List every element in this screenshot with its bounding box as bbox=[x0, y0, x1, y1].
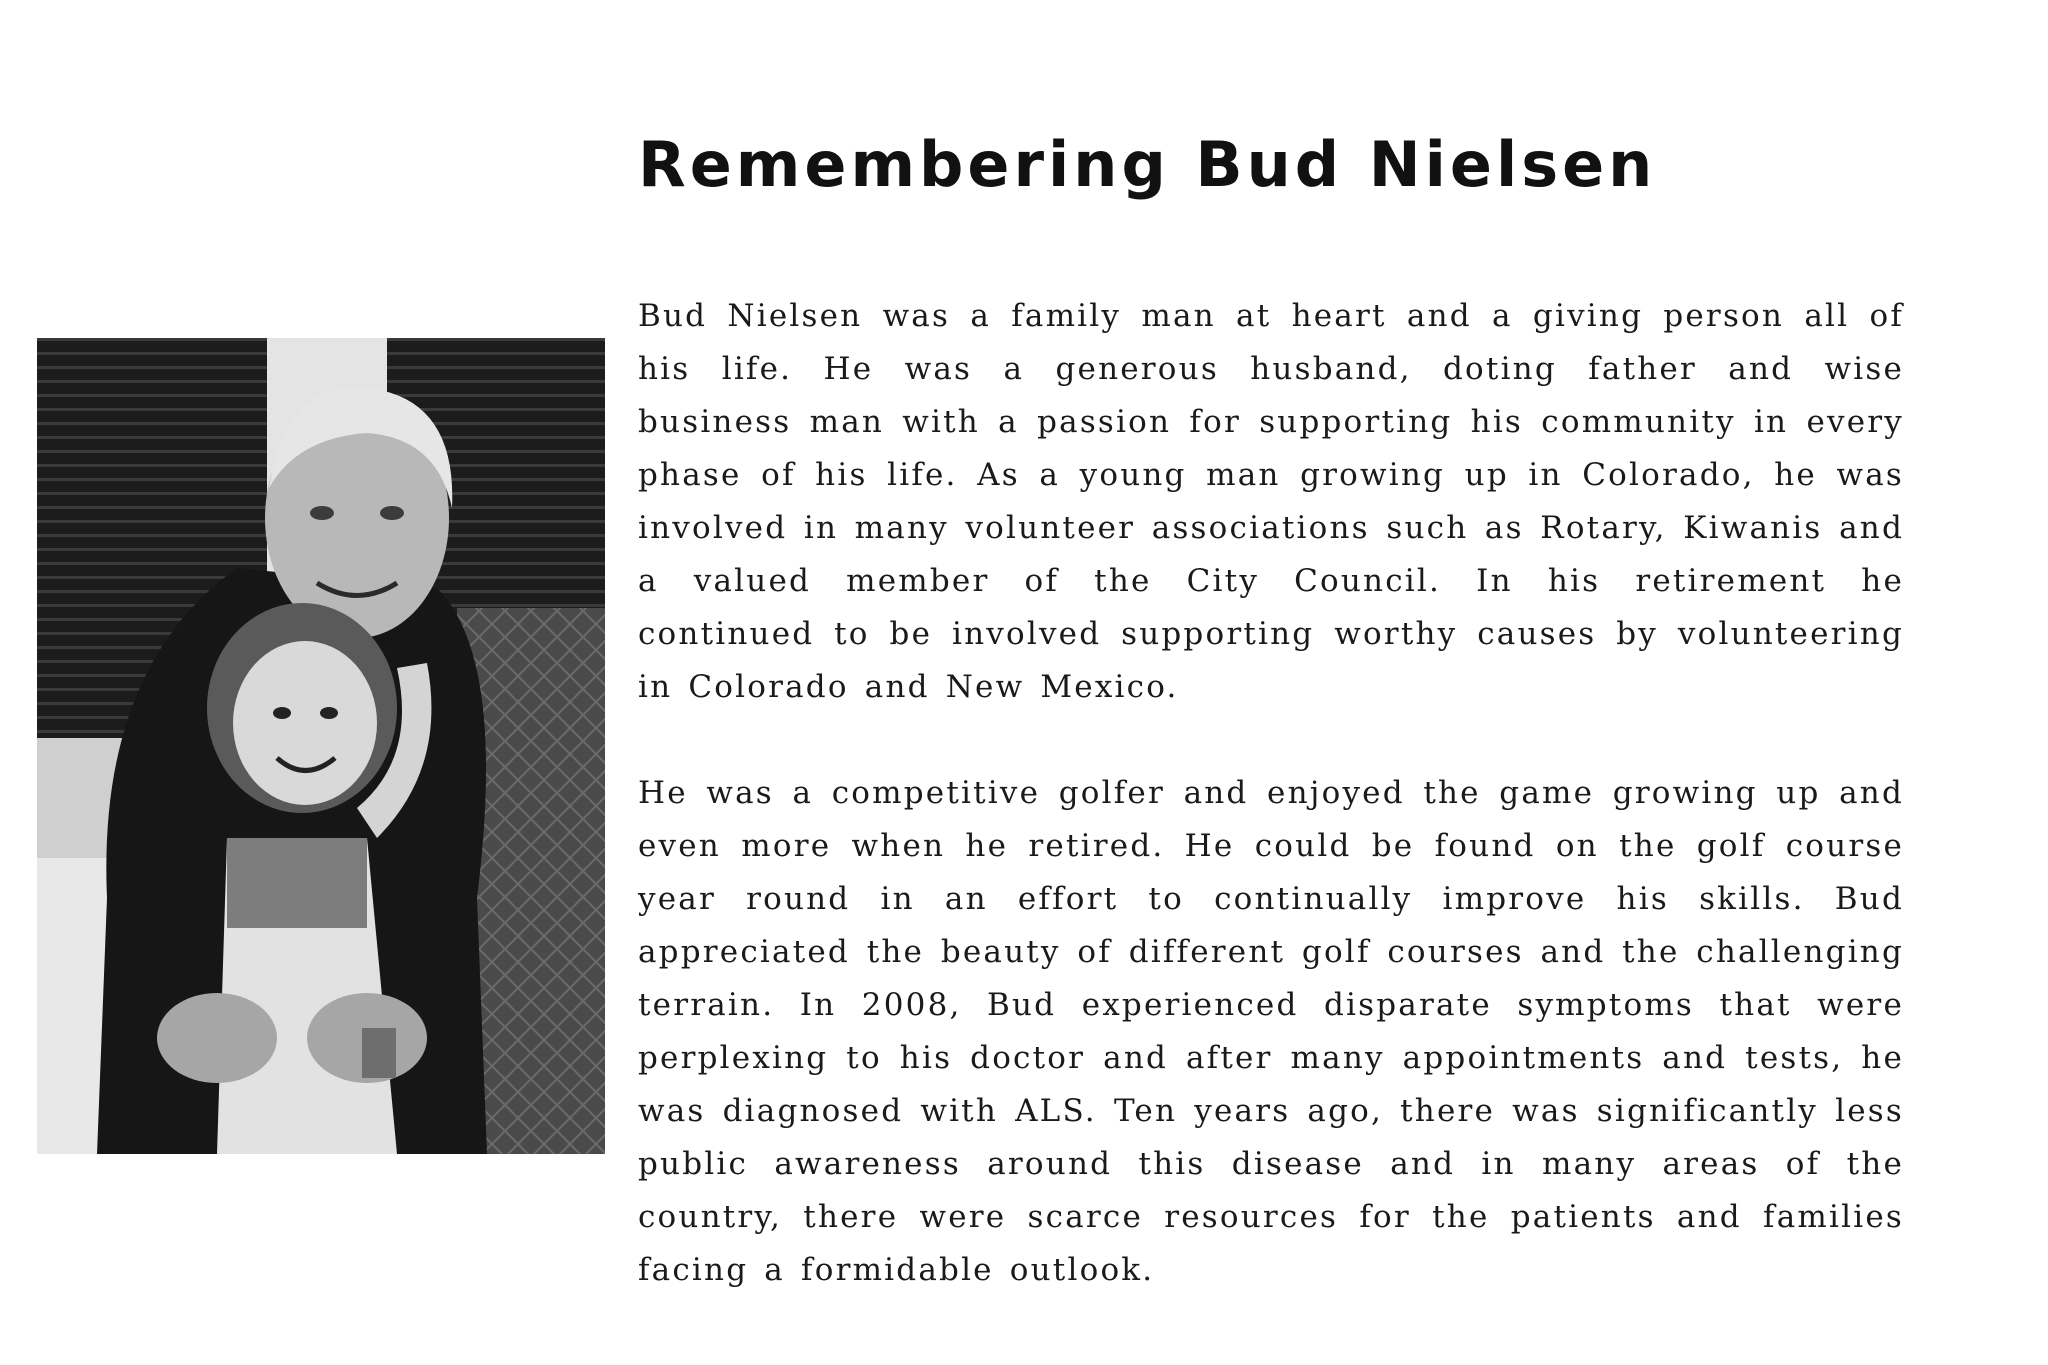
page-title: Remembering Bud Nielsen bbox=[638, 128, 1657, 201]
biography-paragraph: He was a competitive golfer and enjoyed the game growing up and even more when he retired. He could be found on the golf course year round in an effort to continually improve his skills. Bud appreciated the beauty of different golf courses and the challenging terrain. In 2008, Bud experienced disparate symptoms that were perplexing to his doctor and after many appointments and tests, he was diagnosed with ALS. Ten years ago, there was significantly less public awareness around this disease and in many areas of the country, there were scarce resources for the patients and families facing a formidable outlook. bbox=[638, 775, 1904, 1288]
biography-text bbox=[638, 290, 1904, 1297]
family-photo bbox=[37, 338, 605, 1154]
family-photo-icon bbox=[37, 338, 605, 1154]
biography-paragraph: Bud Nielsen was a family man at heart and a giving person all of his life. He was a generous husband, doting father and wise business man with a passion for supporting his community in every phase of his life. As a young man growing up in Colorado, he was involved in many volunteer associations such as Rotary, Kiwanis and a valued member of the City Council. In his retirement he continued to be involved supporting worthy causes by volunteering in Colorado and New Mexico. bbox=[638, 298, 1904, 705]
